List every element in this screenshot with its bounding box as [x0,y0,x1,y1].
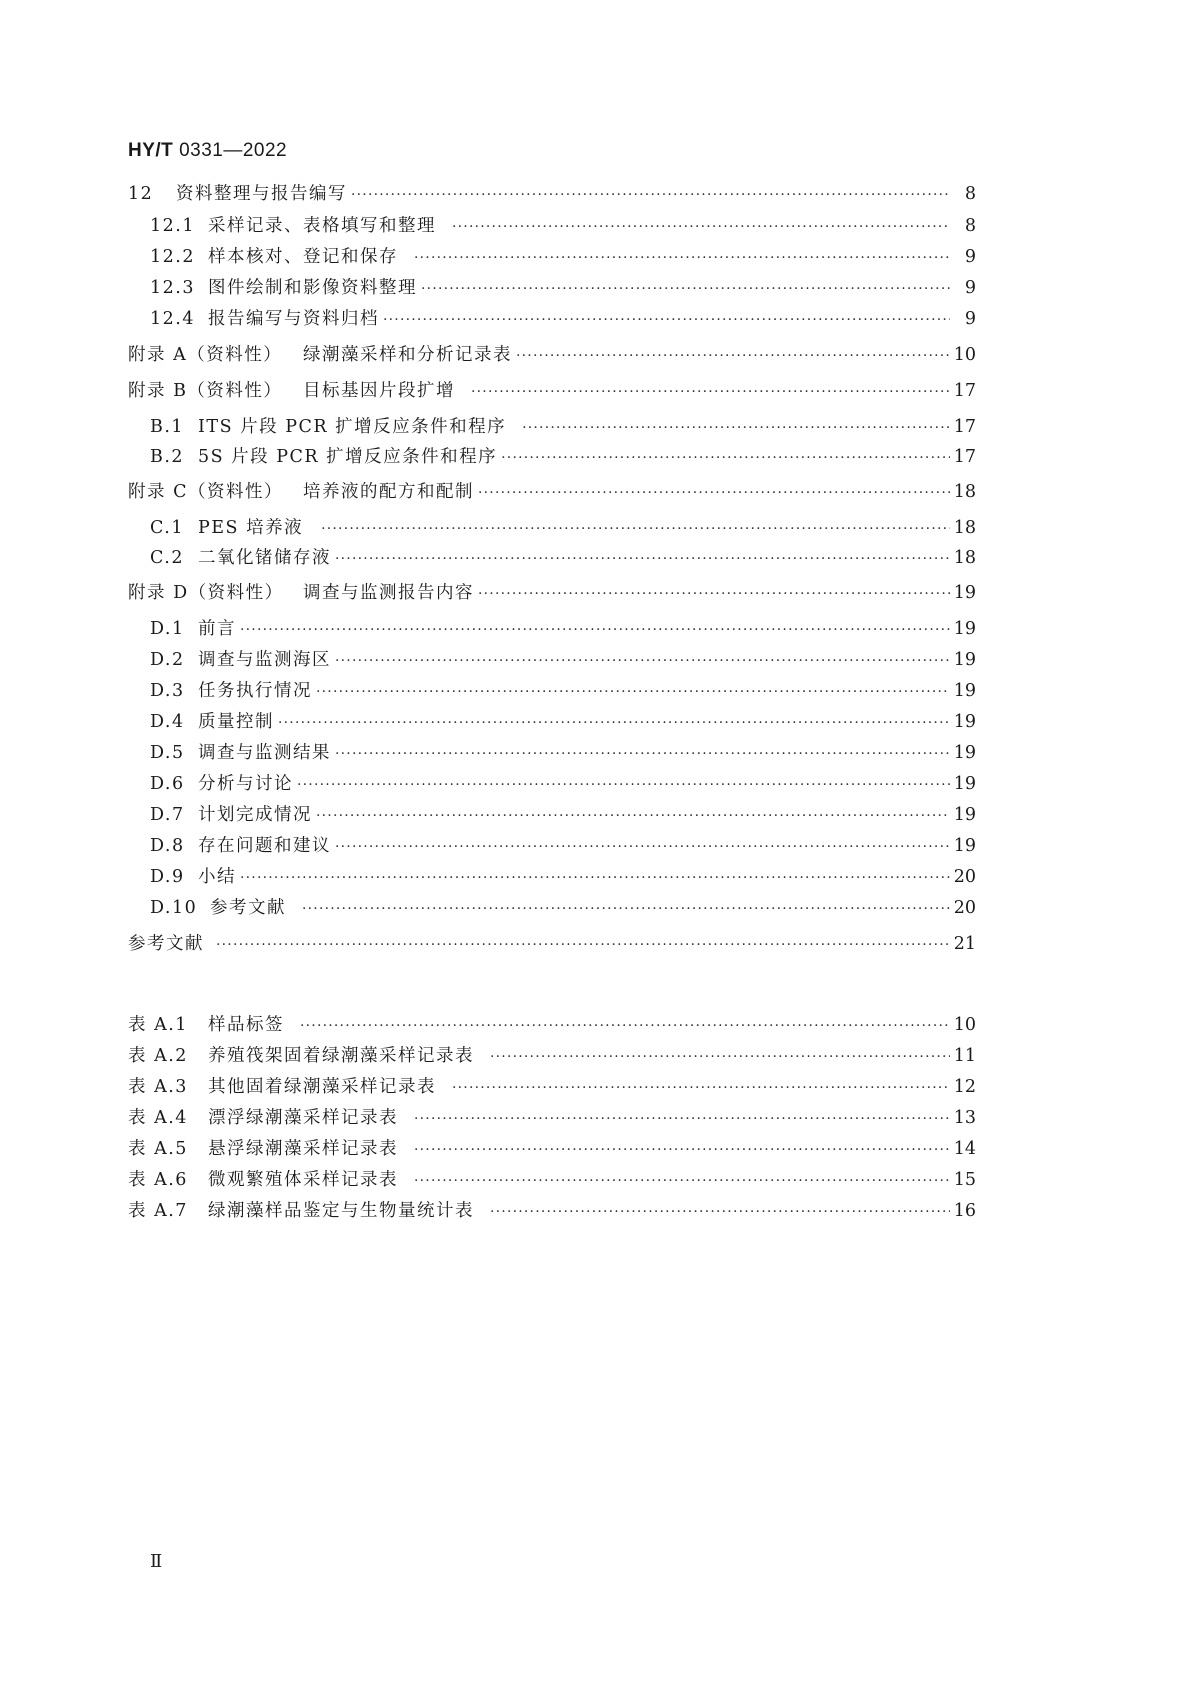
toc-entry-c1[interactable] [150,515,976,541]
toc-leader-dots [216,931,950,958]
toc-entry-page: 19 [953,774,976,794]
toc-entry-label: 存在问题和建议 [198,836,331,856]
toc-entry-d3[interactable] [150,678,976,704]
toc-leader-dots [452,1074,950,1101]
toc-entry-page: 17 [953,381,976,401]
toc-entry-label: 目标基因片段扩增 [303,381,455,401]
toc-entry-label: 质量控制 [198,712,274,732]
toc-entry-page: 9 [964,278,976,298]
toc-entry-page: 19 [953,583,976,603]
toc-entry-d6[interactable] [150,771,976,797]
toc-entry-label: 调查与监测结果 [198,743,331,763]
toc-entry-page: 19 [953,743,976,763]
toc-entry-label: 样本核对、登记和保存 [208,247,398,267]
toc-entry-d10[interactable] [150,895,976,921]
toc-entry-page: 9 [964,309,976,329]
toc-entry-b1[interactable] [150,414,976,440]
toc-entry-page: 19 [953,650,976,670]
toc-leader-dots [516,342,950,369]
toc-entry-number: 12.2 [150,247,195,267]
toc-leader-dots [478,479,950,506]
toc-entry-12-1[interactable] [150,213,976,239]
toc-entry-12-3[interactable] [150,275,976,301]
table-entry-label: 绿潮藻样品鉴定与生物量统计表 [208,1201,474,1221]
table-entry-number: 表 A.6 [128,1170,188,1190]
toc-entry-label: 前言 [198,619,236,639]
toc-entry-number: D.9 [150,867,185,887]
toc-leader-dots [383,306,950,333]
toc-entry-page: 18 [953,518,976,538]
table-entry-a4[interactable] [128,1105,976,1131]
toc-entry-number: D.8 [150,836,185,856]
toc-leader-dots [240,616,950,643]
toc-entry-number: 12 [128,184,154,204]
table-entry-label: 养殖筏架固着绿潮藻采样记录表 [208,1046,474,1066]
toc-leader-dots [414,1105,950,1132]
toc-entry-number: C.2 [150,548,184,568]
table-entry-a2[interactable] [128,1043,976,1069]
toc-entry-page: 10 [953,345,976,365]
toc-entry-appendix-d[interactable] [128,580,976,606]
toc-leader-dots [300,1012,950,1039]
toc-leader-dots [302,895,950,922]
toc-entry-number: D.7 [150,805,185,825]
table-entry-number: 表 A.1 [128,1015,188,1035]
toc-leader-dots [351,181,950,208]
toc-leader-dots [414,1167,950,1194]
toc-entry-number: D.4 [150,712,185,732]
toc-entry-number: 12.3 [150,278,195,298]
toc-leader-dots [335,647,950,674]
toc-leader-dots [335,545,950,572]
toc-entry-number: 附录 D（资料性） [128,583,284,603]
table-entry-a5[interactable] [128,1136,976,1162]
toc-entry-page: 20 [953,898,976,918]
table-entry-a6[interactable] [128,1167,976,1193]
toc-entry-d4[interactable] [150,709,976,735]
table-entry-label: 样品标签 [208,1015,284,1035]
toc-leader-dots [490,1198,950,1225]
toc-entry-c2[interactable] [150,545,976,571]
toc-entry-page: 19 [953,836,976,856]
toc-entry-number: D.6 [150,774,185,794]
toc-leader-dots [316,678,950,705]
toc-leader-dots [414,1136,950,1163]
table-entry-number: 表 A.4 [128,1108,188,1128]
toc-entry-b2[interactable] [150,444,976,470]
toc-entry-number: D.10 [150,898,198,918]
toc-entry-number: 附录 C（资料性） [128,482,283,502]
toc-entry-label: 绿潮藻采样和分析记录表 [303,345,512,365]
toc-entry-page: 18 [953,548,976,568]
toc-entry-label: PES 培养液 [198,518,304,538]
toc-entry-appendix-b[interactable] [128,378,976,404]
toc-leader-dots [335,833,950,860]
toc-entry-number: 12.1 [150,216,195,236]
toc-entry-number: 12.4 [150,309,195,329]
toc-entry-number: D.2 [150,650,185,670]
toc-leader-dots [297,771,950,798]
table-entry-label: 悬浮绿潮藻采样记录表 [208,1139,398,1159]
toc-leader-dots [240,864,950,891]
toc-entry-d7[interactable] [150,802,976,828]
toc-entry-d5[interactable] [150,740,976,766]
toc-entry-label: 调查与监测报告内容 [303,583,474,603]
table-entry-number: 表 A.2 [128,1046,188,1066]
table-entry-page: 14 [953,1139,976,1159]
toc-entry-label: 参考文献 [128,934,204,954]
table-entry-number: 表 A.5 [128,1139,188,1159]
toc-leader-dots [478,580,950,607]
table-entry-page: 12 [953,1077,976,1097]
toc-entry-label: 采样记录、表格填写和整理 [208,216,436,236]
standard-code-prefix: HY/T [128,140,174,161]
toc-entry-appendix-c[interactable] [128,479,976,505]
toc-entry-references[interactable] [128,931,976,957]
table-entry-a3[interactable] [128,1074,976,1100]
table-entry-page: 11 [953,1046,976,1066]
toc-entry-number: 附录 A（资料性） [128,345,283,365]
toc-entry-page: 20 [953,867,976,887]
table-entry-label: 微观繁殖体采样记录表 [208,1170,398,1190]
toc-entry-page: 17 [953,417,976,437]
toc-entry-d2[interactable] [150,647,976,673]
toc-entry-page: 19 [953,712,976,732]
toc-leader-dots [452,213,950,240]
toc-entry-label: 培养液的配方和配制 [303,482,474,502]
toc-leader-dots [522,414,950,441]
toc-entry-number: C.1 [150,518,184,538]
toc-leader-dots [321,515,950,542]
toc-entry-12-2[interactable] [150,244,976,270]
toc-entry-label: 计划完成情况 [198,805,312,825]
table-entry-label: 漂浮绿潮藻采样记录表 [208,1108,398,1128]
toc-entry-page: 8 [964,216,976,236]
toc-entry-page: 8 [964,184,976,204]
toc-entry-label: 二氧化锗储存液 [198,548,331,568]
toc-entry-appendix-a[interactable] [128,342,976,368]
toc-leader-dots [316,802,950,829]
toc-leader-dots [335,740,950,767]
toc-entry-label: 资料整理与报告编写 [176,184,347,204]
toc-entry-label: 参考文献 [210,898,286,918]
toc-entry-label: 图件绘制和影像资料整理 [208,278,417,298]
toc-leader-dots [501,444,950,471]
table-entry-page: 13 [953,1108,976,1128]
table-entry-page: 16 [953,1201,976,1221]
toc-entry-number: B.2 [150,447,185,467]
toc-entry-12-4[interactable] [150,306,976,332]
toc-entry-number: D.1 [150,619,185,639]
table-entry-label: 其他固着绿潮藻采样记录表 [208,1077,436,1097]
toc-entry-number: D.5 [150,743,185,763]
toc-leader-dots [490,1043,950,1070]
table-entry-a1[interactable] [128,1012,976,1038]
toc-entry-page: 19 [953,619,976,639]
toc-leader-dots [278,709,950,736]
toc-entry-label: 调查与监测海区 [198,650,331,670]
toc-entry-label: 小结 [198,867,236,887]
table-entry-number: 表 A.7 [128,1201,188,1221]
toc-entry-number: D.3 [150,681,185,701]
toc-entry-page: 18 [953,482,976,502]
standard-code-number: 0331—2022 [179,140,288,161]
toc-leader-dots [421,275,950,302]
toc-entry-page: 19 [953,805,976,825]
toc-entry-page: 17 [953,447,976,467]
toc-entry-page: 21 [953,934,976,954]
toc-entry-label: ITS 片段 PCR 扩增反应条件和程序 [198,417,507,437]
toc-leader-dots [471,378,950,405]
table-entry-a7[interactable] [128,1198,976,1224]
toc-entry-d9[interactable] [150,864,976,890]
toc-entry-12[interactable] [128,181,976,207]
toc-entry-number: B.1 [150,417,185,437]
toc-entry-label: 分析与讨论 [198,774,293,794]
toc-entry-page: 9 [964,247,976,267]
table-entry-number: 表 A.3 [128,1077,188,1097]
toc-entry-label: 任务执行情况 [198,681,312,701]
toc-entry-label: 5S 片段 PCR 扩增反应条件和程序 [198,447,498,467]
toc-entry-d1[interactable] [150,616,976,642]
toc-entry-d8[interactable] [150,833,976,859]
toc-entry-label: 报告编写与资料归档 [208,309,379,329]
table-entry-page: 15 [953,1170,976,1190]
toc-entry-number: 附录 B（资料性） [128,381,283,401]
page-number: Ⅱ [150,1551,163,1572]
table-entry-page: 10 [953,1015,976,1035]
toc-leader-dots [414,244,950,271]
toc-entry-page: 19 [953,681,976,701]
standard-code [128,140,287,162]
